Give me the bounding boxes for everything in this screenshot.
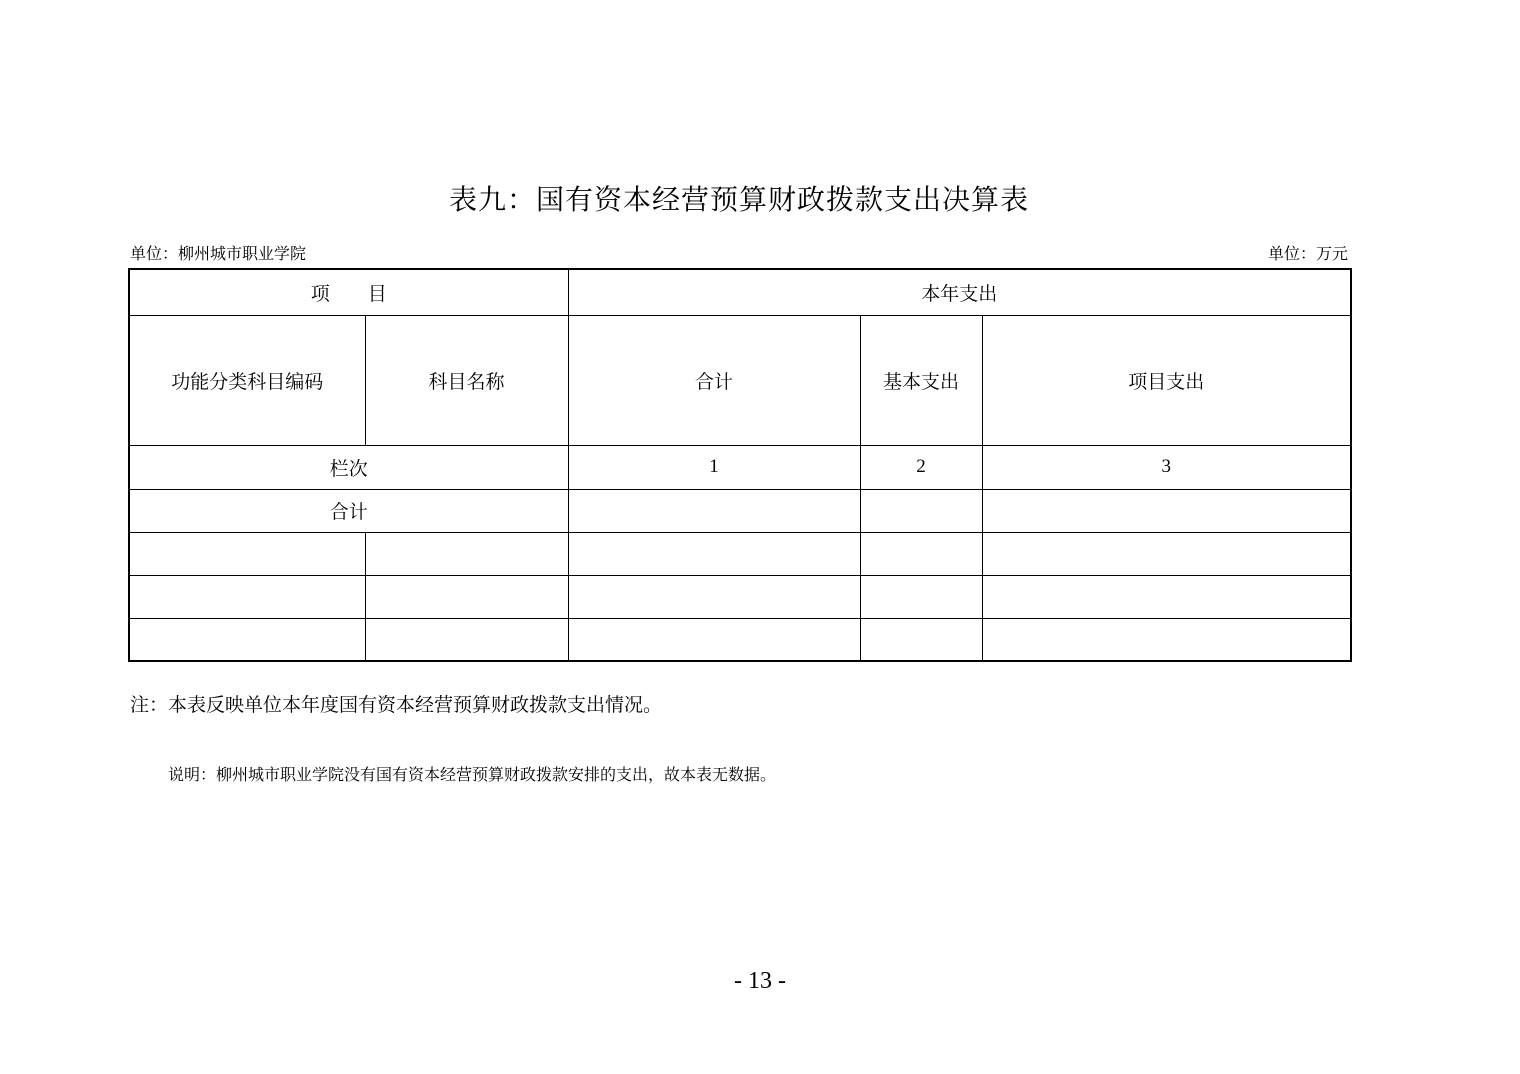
total-row — [129, 489, 1351, 532]
table-cell — [860, 532, 982, 575]
row-column-label: 栏次 — [129, 445, 568, 489]
col-total-header: 合计 — [568, 315, 860, 445]
total-basic-value — [860, 489, 982, 532]
column-index-row — [129, 445, 1351, 489]
col-basic-header: 基本支出 — [860, 315, 982, 445]
table-cell — [129, 618, 365, 661]
col-project-header: 项目支出 — [982, 315, 1351, 445]
expenditure-table — [128, 268, 1352, 662]
table-row — [129, 575, 1351, 618]
table-cell — [568, 575, 860, 618]
page-title: 表九：国有资本经营预算财政拨款支出决算表 — [448, 183, 1029, 216]
table-cell — [568, 532, 860, 575]
table-cell — [982, 532, 1351, 575]
table-description: 说明：柳州城市职业学院没有国有资本经营预算财政拨款安排的支出，故本表无数据。 — [168, 765, 777, 784]
table-cell — [365, 575, 568, 618]
table-note: 注：本表反映单位本年度国有资本经营预算财政拨款支出情况。 — [130, 694, 663, 716]
col-code-header: 功能分类科目编码 — [129, 315, 365, 445]
table-cell — [982, 575, 1351, 618]
table-subheader-row — [129, 315, 1351, 445]
table-header-row — [129, 269, 1351, 315]
unit-currency: 单位：万元 — [1267, 244, 1348, 263]
header-current-year: 本年支出 — [568, 269, 1351, 315]
table-cell — [365, 532, 568, 575]
col-name-header: 科目名称 — [365, 315, 568, 445]
total-value — [568, 489, 860, 532]
table-row — [129, 532, 1351, 575]
table-cell — [982, 618, 1351, 661]
col-index-2: 2 — [860, 445, 982, 489]
page-number: - 13 - — [734, 968, 786, 994]
table-cell — [129, 575, 365, 618]
col-index-3: 3 — [982, 445, 1351, 489]
table-cell — [568, 618, 860, 661]
row-total-label: 合计 — [129, 489, 568, 532]
table-cell — [365, 618, 568, 661]
table-cell — [129, 532, 365, 575]
table-cell — [860, 618, 982, 661]
unit-organization: 单位：柳州城市职业学院 — [130, 244, 307, 263]
total-project-value — [982, 489, 1351, 532]
col-index-1: 1 — [568, 445, 860, 489]
table-row — [129, 618, 1351, 661]
table-cell — [860, 575, 982, 618]
header-item: 项 目 — [129, 269, 568, 315]
